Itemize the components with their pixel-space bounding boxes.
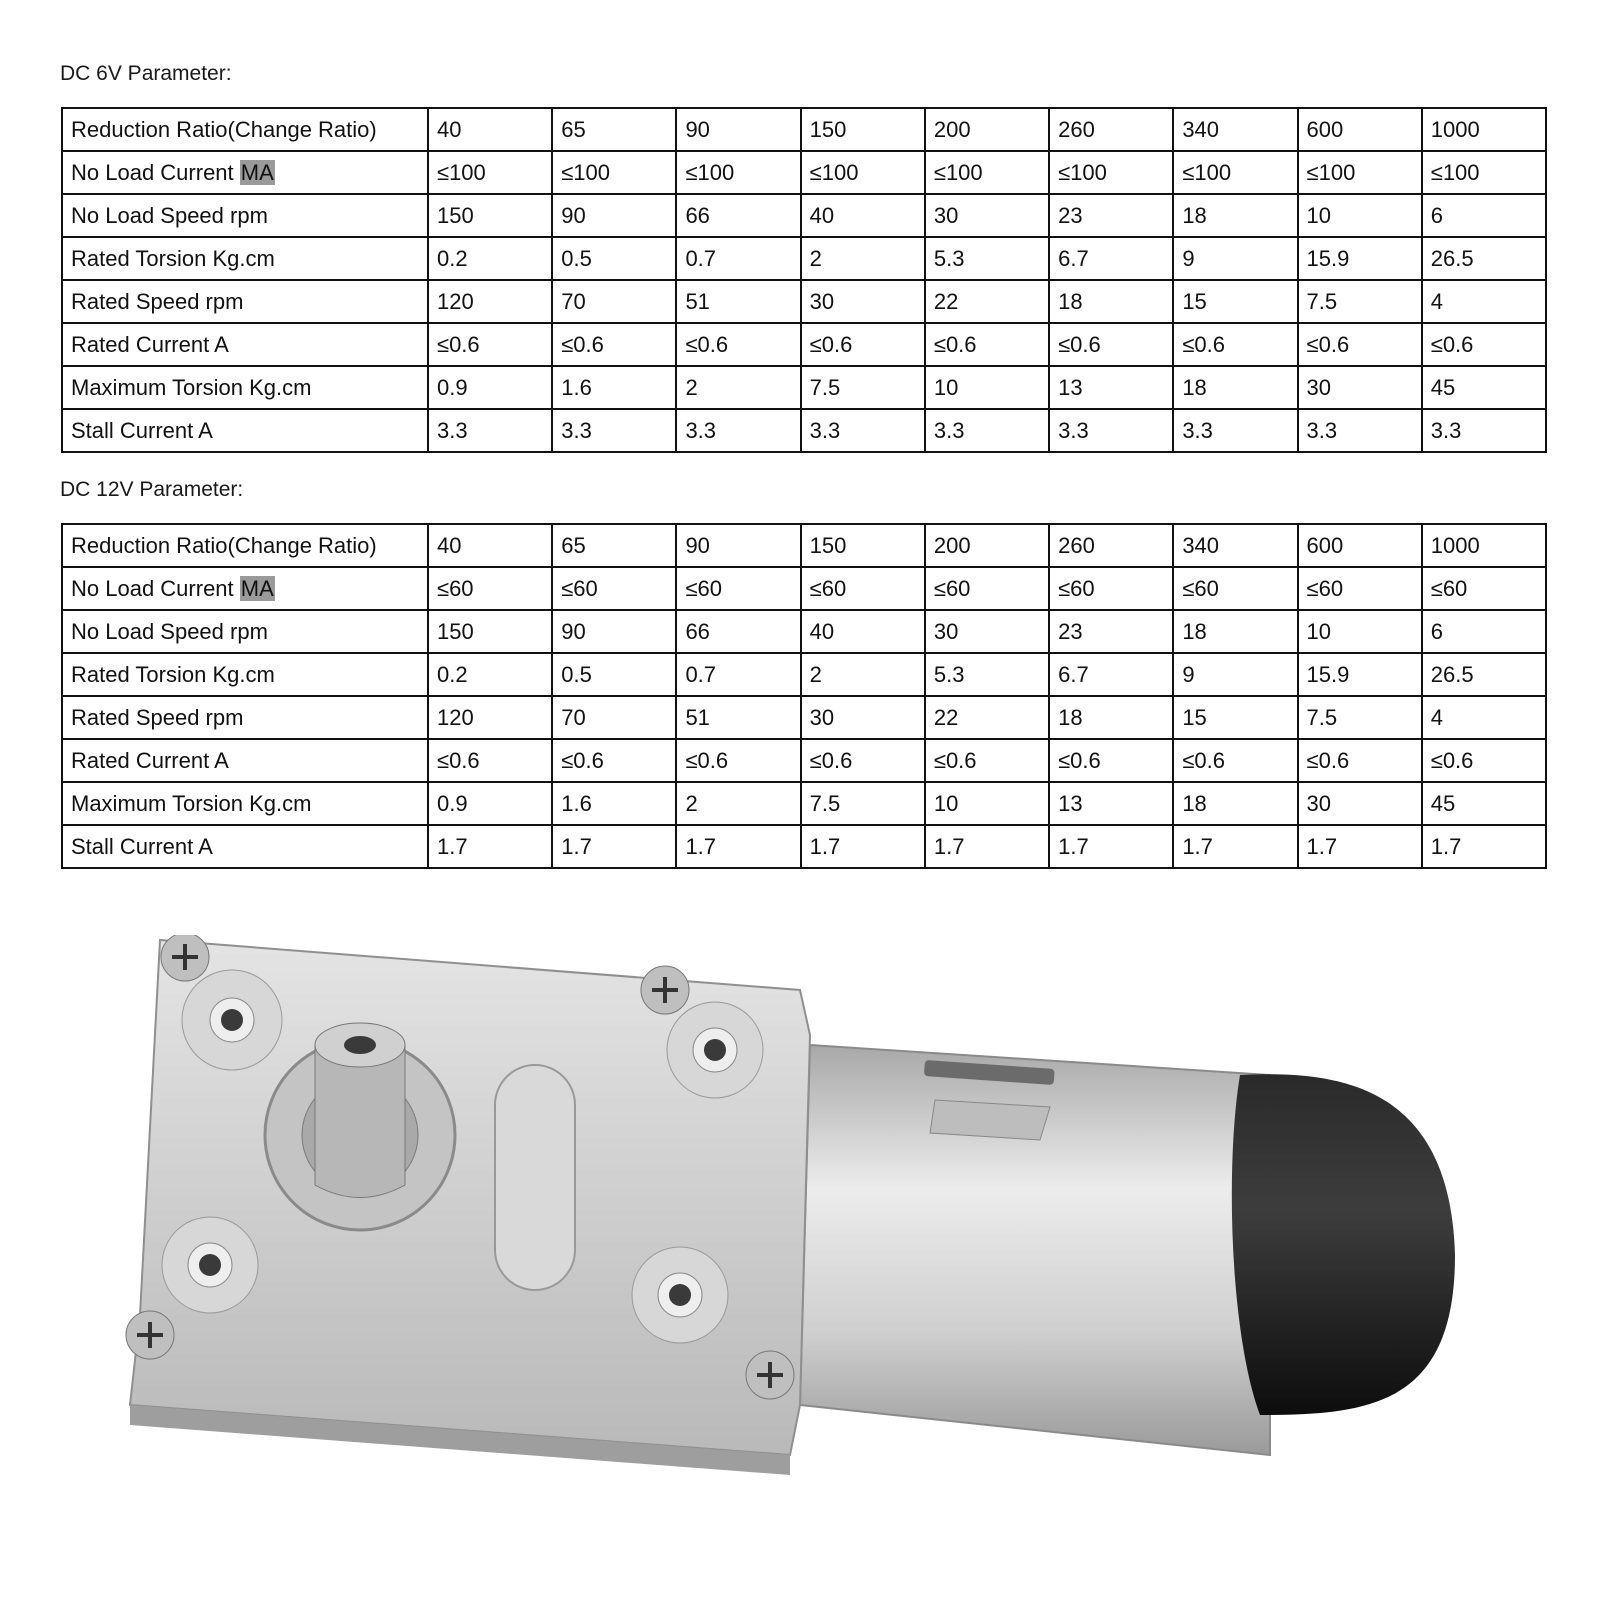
table-row (62, 151, 1546, 194)
table-cell: ≤0.6 (1173, 323, 1297, 366)
table-cell: ≤60 (676, 567, 800, 610)
table-cell: 1.7 (1422, 825, 1546, 868)
dc-12v-title: DC 12V Parameter: (60, 478, 244, 501)
table-cell: ≤0.6 (1422, 323, 1546, 366)
mounting-hole-top-left (182, 970, 282, 1070)
table-cell: ≤100 (428, 151, 552, 194)
table-row (62, 409, 1546, 452)
table-cell: ≤60 (801, 567, 925, 610)
table-cell: 340 (1173, 524, 1297, 567)
table-cell: 0.5 (552, 237, 676, 280)
table-cell: 1.7 (1173, 825, 1297, 868)
table-cell: ≤0.6 (801, 323, 925, 366)
table-row (62, 194, 1546, 237)
table-cell: 1.7 (801, 825, 925, 868)
table-cell: 40 (801, 610, 925, 653)
table-cell: 26.5 (1422, 653, 1546, 696)
row-label: Rated Current A (62, 739, 428, 782)
table-cell: 10 (1298, 194, 1422, 237)
table-cell: 10 (925, 366, 1049, 409)
table-cell: 18 (1173, 782, 1297, 825)
table-cell: ≤100 (1422, 151, 1546, 194)
table-cell: 90 (552, 194, 676, 237)
table-cell: 150 (801, 524, 925, 567)
table-cell: 5.3 (925, 653, 1049, 696)
table-cell: 51 (676, 280, 800, 323)
table-cell: ≤60 (552, 567, 676, 610)
table-cell: 23 (1049, 610, 1173, 653)
row-label: No Load Current MA (62, 567, 428, 610)
housing-emboss (495, 1065, 575, 1290)
table-cell: 10 (1298, 610, 1422, 653)
table-cell: 1.7 (1049, 825, 1173, 868)
table-cell: 13 (1049, 366, 1173, 409)
table-cell: 6 (1422, 610, 1546, 653)
table-cell: 65 (552, 524, 676, 567)
table-cell: 150 (428, 194, 552, 237)
table-cell: 9 (1173, 237, 1297, 280)
table-cell: 45 (1422, 366, 1546, 409)
table-row (62, 782, 1546, 825)
table-cell: 0.9 (428, 782, 552, 825)
table-row (62, 567, 1546, 610)
table-cell: ≤0.6 (552, 739, 676, 782)
table-cell: 3.3 (1422, 409, 1546, 452)
table-cell: 9 (1173, 653, 1297, 696)
table-cell: 13 (1049, 782, 1173, 825)
screw-bottom-left (126, 1311, 174, 1359)
table-cell: ≤0.6 (1422, 739, 1546, 782)
mounting-hole-bottom-left (162, 1217, 258, 1313)
table-cell: 30 (925, 194, 1049, 237)
table-cell: 2 (676, 782, 800, 825)
table-cell: ≤0.6 (1173, 739, 1297, 782)
table-row (62, 610, 1546, 653)
table-row (62, 825, 1546, 868)
table-cell: 45 (1422, 782, 1546, 825)
table-cell: 1.7 (428, 825, 552, 868)
screw-top-left (161, 935, 209, 981)
table-cell: 1000 (1422, 108, 1546, 151)
table-cell: 3.3 (428, 409, 552, 452)
table-cell: ≤0.6 (676, 739, 800, 782)
table-cell: 3.3 (925, 409, 1049, 452)
table-cell: ≤0.6 (801, 739, 925, 782)
table-cell: ≤100 (1049, 151, 1173, 194)
table-cell: 600 (1298, 108, 1422, 151)
row-label: Stall Current A (62, 409, 428, 452)
table-cell: 22 (925, 696, 1049, 739)
table-cell: ≤60 (1422, 567, 1546, 610)
table-row (62, 653, 1546, 696)
table-cell: ≤100 (676, 151, 800, 194)
row-label: Rated Speed rpm (62, 280, 428, 323)
table-row (62, 524, 1546, 567)
screw-top-right (641, 966, 689, 1014)
table-row (62, 696, 1546, 739)
table-cell: ≤0.6 (1298, 739, 1422, 782)
row-label: No Load Current MA (62, 151, 428, 194)
table-cell: 3.3 (801, 409, 925, 452)
table-cell: 70 (552, 280, 676, 323)
table-cell: 66 (676, 194, 800, 237)
table-cell: 4 (1422, 696, 1546, 739)
table-cell: 200 (925, 108, 1049, 151)
table-cell: 90 (552, 610, 676, 653)
table-cell: 30 (1298, 782, 1422, 825)
table-cell: 18 (1173, 610, 1297, 653)
table-cell: ≤100 (1173, 151, 1297, 194)
table-cell: 1000 (1422, 524, 1546, 567)
table-cell: 260 (1049, 108, 1173, 151)
table-cell: 10 (925, 782, 1049, 825)
table-cell: 40 (428, 524, 552, 567)
row-label: No Load Speed rpm (62, 610, 428, 653)
table-cell: 0.9 (428, 366, 552, 409)
row-label: No Load Speed rpm (62, 194, 428, 237)
table-row (62, 280, 1546, 323)
table-cell: ≤100 (801, 151, 925, 194)
table-row (62, 366, 1546, 409)
row-label: Rated Speed rpm (62, 696, 428, 739)
table-row (62, 108, 1546, 151)
table-cell: ≤0.6 (552, 323, 676, 366)
table-cell: ≤60 (1298, 567, 1422, 610)
table-cell: 0.5 (552, 653, 676, 696)
mounting-hole-top-right (667, 1002, 763, 1098)
table-cell: 6 (1422, 194, 1546, 237)
table-cell: 40 (428, 108, 552, 151)
unit-highlight: MA (240, 159, 274, 185)
row-label: Rated Current A (62, 323, 428, 366)
dc-6v-parameter-table (61, 107, 1547, 453)
table-cell: 7.5 (1298, 696, 1422, 739)
row-label: Maximum Torsion Kg.cm (62, 782, 428, 825)
table-cell: 18 (1173, 366, 1297, 409)
table-cell: 65 (552, 108, 676, 151)
row-label: Reduction Ratio(Change Ratio) (62, 524, 428, 567)
table-row (62, 237, 1546, 280)
table-cell: ≤0.6 (428, 739, 552, 782)
table-cell: ≤0.6 (676, 323, 800, 366)
table-cell: 23 (1049, 194, 1173, 237)
table-cell: 26.5 (1422, 237, 1546, 280)
table-cell: 600 (1298, 524, 1422, 567)
table-cell: 70 (552, 696, 676, 739)
table-cell: 3.3 (552, 409, 676, 452)
table-cell: 1.6 (552, 366, 676, 409)
table-cell: 15 (1173, 696, 1297, 739)
table-cell: 0.2 (428, 653, 552, 696)
table-cell: 18 (1173, 194, 1297, 237)
table-cell: ≤0.6 (1049, 739, 1173, 782)
table-cell: 1.7 (925, 825, 1049, 868)
row-label: Rated Torsion Kg.cm (62, 653, 428, 696)
row-label: Rated Torsion Kg.cm (62, 237, 428, 280)
table-cell: 18 (1049, 280, 1173, 323)
table-cell: 6.7 (1049, 653, 1173, 696)
table-cell: 15.9 (1298, 237, 1422, 280)
table-cell: ≤100 (552, 151, 676, 194)
table-cell: 7.5 (801, 782, 925, 825)
table-cell: ≤100 (925, 151, 1049, 194)
table-cell: 1.7 (552, 825, 676, 868)
table-cell: 7.5 (801, 366, 925, 409)
table-cell: 7.5 (1298, 280, 1422, 323)
table-cell: ≤0.6 (428, 323, 552, 366)
table-cell: 120 (428, 696, 552, 739)
row-label: Reduction Ratio(Change Ratio) (62, 108, 428, 151)
table-cell: 3.3 (1173, 409, 1297, 452)
table-cell: 3.3 (1049, 409, 1173, 452)
table-cell: 2 (676, 366, 800, 409)
mounting-hole-bottom-right (632, 1247, 728, 1343)
table-cell: 2 (801, 653, 925, 696)
table-cell: 150 (428, 610, 552, 653)
table-cell: 120 (428, 280, 552, 323)
table-cell: 15 (1173, 280, 1297, 323)
table-cell: ≤0.6 (925, 739, 1049, 782)
row-label: Stall Current A (62, 825, 428, 868)
table-cell: 6.7 (1049, 237, 1173, 280)
table-cell: 30 (1298, 366, 1422, 409)
table-cell: ≤0.6 (925, 323, 1049, 366)
table-cell: 150 (801, 108, 925, 151)
table-cell: ≤60 (1173, 567, 1297, 610)
table-cell: ≤100 (1298, 151, 1422, 194)
screw-bottom-right (746, 1351, 794, 1399)
table-cell: 18 (1049, 696, 1173, 739)
table-cell: 15.9 (1298, 653, 1422, 696)
table-cell: 90 (676, 108, 800, 151)
table-cell: 0.7 (676, 237, 800, 280)
motor-end-cap (1232, 1074, 1455, 1415)
table-cell: 22 (925, 280, 1049, 323)
table-cell: 30 (801, 280, 925, 323)
table-cell: 30 (801, 696, 925, 739)
table-row (62, 323, 1546, 366)
table-cell: ≤0.6 (1049, 323, 1173, 366)
table-cell: ≤60 (1049, 567, 1173, 610)
motor-tab (930, 1100, 1050, 1140)
unit-highlight: MA (240, 575, 274, 601)
table-cell: ≤60 (925, 567, 1049, 610)
row-label: Maximum Torsion Kg.cm (62, 366, 428, 409)
worm-gear-motor-photo (110, 935, 1470, 1495)
table-row (62, 739, 1546, 782)
table-cell: ≤0.6 (1298, 323, 1422, 366)
table-cell: 0.2 (428, 237, 552, 280)
table-cell: 66 (676, 610, 800, 653)
table-cell: 340 (1173, 108, 1297, 151)
table-cell: 1.6 (552, 782, 676, 825)
table-cell: 5.3 (925, 237, 1049, 280)
table-cell: 0.7 (676, 653, 800, 696)
table-cell: 90 (676, 524, 800, 567)
table-cell: 1.7 (676, 825, 800, 868)
table-cell: 3.3 (676, 409, 800, 452)
table-cell: 1.7 (1298, 825, 1422, 868)
table-cell: 2 (801, 237, 925, 280)
dc-6v-title: DC 6V Parameter: (60, 62, 232, 85)
table-cell: 51 (676, 696, 800, 739)
table-cell: 3.3 (1298, 409, 1422, 452)
dc-12v-parameter-table (61, 523, 1547, 869)
table-cell: 40 (801, 194, 925, 237)
table-cell: 200 (925, 524, 1049, 567)
table-cell: 4 (1422, 280, 1546, 323)
table-cell: 260 (1049, 524, 1173, 567)
table-cell: ≤60 (428, 567, 552, 610)
table-cell: 30 (925, 610, 1049, 653)
